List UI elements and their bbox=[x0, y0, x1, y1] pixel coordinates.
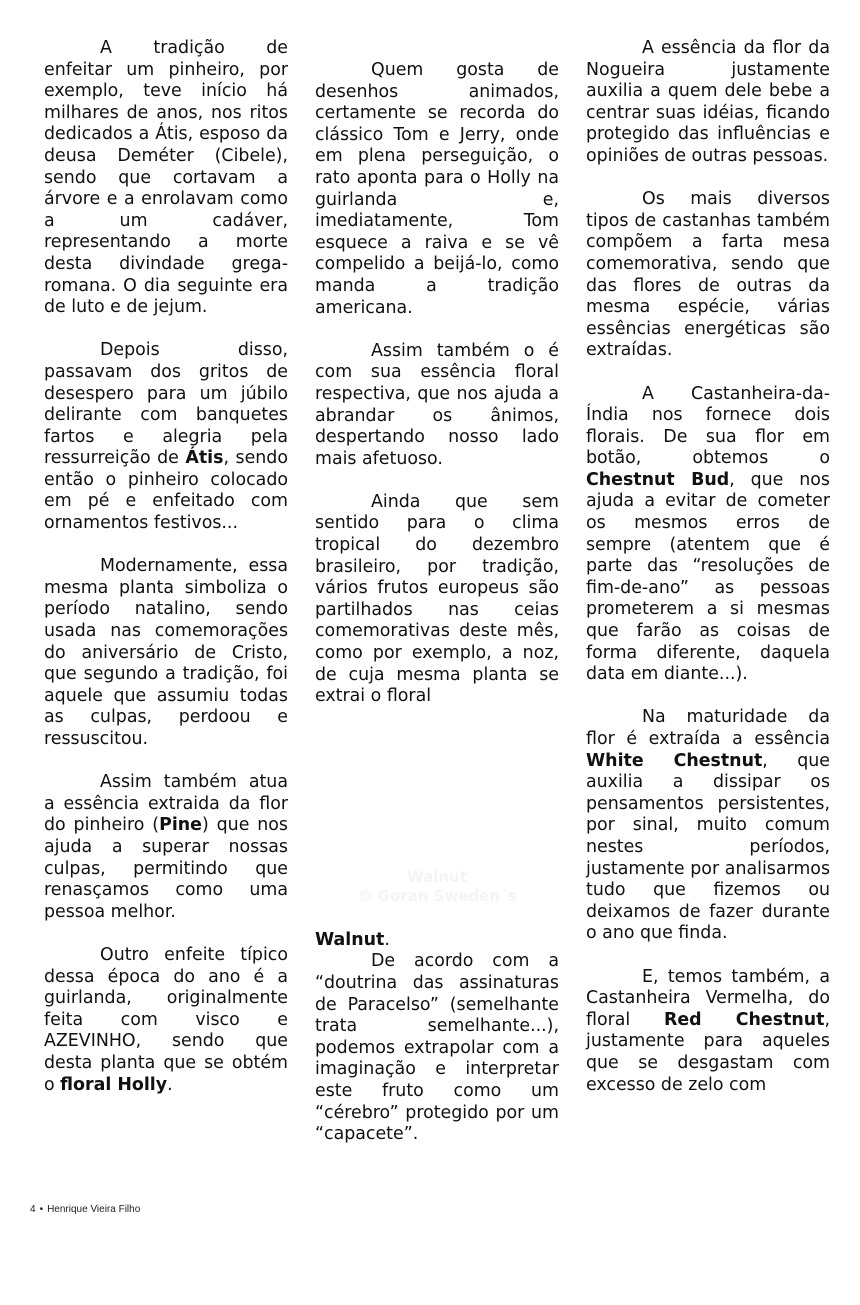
paragraph bbox=[315, 492, 559, 708]
paragraph bbox=[586, 38, 830, 168]
paragraph-text: Na maturidade da flor é extraída a essência bbox=[586, 707, 830, 749]
paragraph-text: Quem gosta de desenhos animados, certamente se recorda do clássico Tom e Jerry, onde em plena perseguição, o rato aponta para o Holly na guirlanda e, imediatamente, Tom esquece a raiva e se vê compelido a beijá-lo, como manda a tradição americana. bbox=[315, 60, 559, 318]
paragraph-text: . bbox=[384, 929, 390, 950]
paragraph bbox=[586, 384, 830, 686]
paragraph-text: De acordo com a “doutrina das assinaturas de Paracelso” (semelhante trata semelhante...), podemos extrapolar com a imaginação e interpretar este fruto como um “cérebro” protegido por um “capacete”. bbox=[315, 951, 559, 1145]
emphasis-text: Chestnut Bud bbox=[586, 469, 730, 490]
emphasis-text: Pine bbox=[159, 815, 202, 836]
paragraph bbox=[586, 189, 830, 362]
image-caption bbox=[315, 868, 559, 906]
paragraph bbox=[315, 341, 559, 471]
paragraph bbox=[44, 772, 288, 923]
paragraph-text: Depois disso, passavam dos gritos de desespero para um júbilo delirante com banquetes fartos e alegria pela ressurreição de bbox=[44, 340, 288, 469]
page-number: 4 bbox=[30, 1204, 36, 1215]
emphasis-text: Red Chestnut bbox=[663, 1009, 825, 1030]
image-caption-credit: © Goran Sweden´s bbox=[357, 886, 517, 905]
paragraph bbox=[586, 967, 830, 1097]
paragraph-text: Assim também o é com sua essência floral respectiva, que nos ajuda a abrandar os ânimos, despertando nosso lado mais afetuoso. bbox=[315, 340, 559, 469]
paragraph-text: Modernamente, essa mesma planta simboliza o período natalino, sendo usada nas comemorações do aniversário de Cristo, que segundo a tradição, foi aquele que assumiu todas as culpas, perdoou e ressuscitou. bbox=[44, 556, 288, 749]
paragraph bbox=[44, 340, 288, 534]
paragraph-text: Os mais diversos tipos de castanhas também compõem a farta mesa comemorativa, sendo que das flores de outras da mesma espécie, várias essências energéticas são extraídas. bbox=[586, 189, 830, 361]
paragraph-text: . bbox=[167, 1074, 173, 1095]
column-1 bbox=[44, 38, 288, 1118]
paragraph-text: ) que nos ajuda a superar nossas culpas, permitindo que renasçamos como uma pessoa melhor. bbox=[44, 815, 288, 922]
bullet-separator: • bbox=[39, 1204, 44, 1215]
paragraph-text: A tradição de enfeitar um pinheiro, por exemplo, teve início há milhares de anos, nos ritos dedicados a Átis, esposo da deusa Deméter (Cibele), sendo que cortavam a árvore e a enrolavam como a um cadáver, representando a morte desta divindade grega-romana. O dia seguinte era de luto e de jejum. bbox=[44, 38, 288, 318]
paragraph bbox=[44, 38, 288, 319]
page-footer bbox=[30, 1204, 140, 1215]
paragraph-text: , justamente para aqueles que se desgastam com excesso de zelo com bbox=[586, 1009, 830, 1095]
emphasis-text: floral Holly bbox=[60, 1074, 168, 1095]
paragraph bbox=[44, 945, 288, 1096]
paragraph bbox=[586, 707, 830, 945]
paragraph-text: A Castanheira-da-Índia nos fornece dois florais. De sua flor em botão, obtemos o bbox=[586, 383, 830, 469]
image-caption-title: Walnut bbox=[407, 867, 467, 886]
paragraph-text: , que nos ajuda a evitar de cometer os mesmos erros de sempre (atentem que é parte das “resoluções de fim-de-ano” as pessoas prometerem a si mesmas que farão as coisas de forma diferente, daquela data em diante...). bbox=[586, 469, 830, 685]
column-3 bbox=[586, 38, 830, 1118]
emphasis-text: Walnut bbox=[315, 929, 385, 950]
paragraph bbox=[315, 951, 559, 1145]
paragraph-text: E, temos também, a Castanheira Vermelha, do floral bbox=[586, 966, 830, 1030]
paragraph bbox=[315, 930, 559, 952]
paragraph bbox=[315, 60, 559, 319]
paragraph-text: Assim também atua a essência extraida da flor do pinheiro ( bbox=[44, 772, 288, 836]
paragraph-text: , que auxilia a dissipar os pensamentos persistentes, por sinal, muito comum nestes períodos, justamente por analisarmos tudo que fizemos ou deixamos de fazer durante o ano que finda. bbox=[586, 750, 830, 944]
column-2 bbox=[315, 60, 559, 1167]
paragraph-text: A essência da flor da Nogueira justamente auxilia a quem dele bebe a centrar suas idéias, ficando protegido das influências e opiniões de outras pessoas. bbox=[586, 38, 830, 166]
paragraph-text: , sendo então o pinheiro colocado em pé e enfeitado com ornamentos festivos... bbox=[44, 448, 288, 534]
paragraph-text: Ainda que sem sentido para o clima tropical do dezembro brasileiro, por tradição, vários frutos europeus são partilhados nas ceias comemorativas deste mês, como por exemplo, a noz, de cuja mesma planta se extrai o floral bbox=[315, 491, 559, 707]
emphasis-text: White Chestnut bbox=[586, 750, 763, 771]
paragraph bbox=[44, 556, 288, 750]
walnut-image bbox=[315, 708, 559, 930]
author-name: Henrique Vieira Filho bbox=[47, 1204, 141, 1215]
paragraph-text: Outro enfeite típico dessa época do ano é a guirlanda, originalmente feita com visco e AZEVINHO, sendo que desta planta que se obtém o bbox=[44, 944, 288, 1095]
emphasis-text: Átis bbox=[185, 448, 224, 469]
